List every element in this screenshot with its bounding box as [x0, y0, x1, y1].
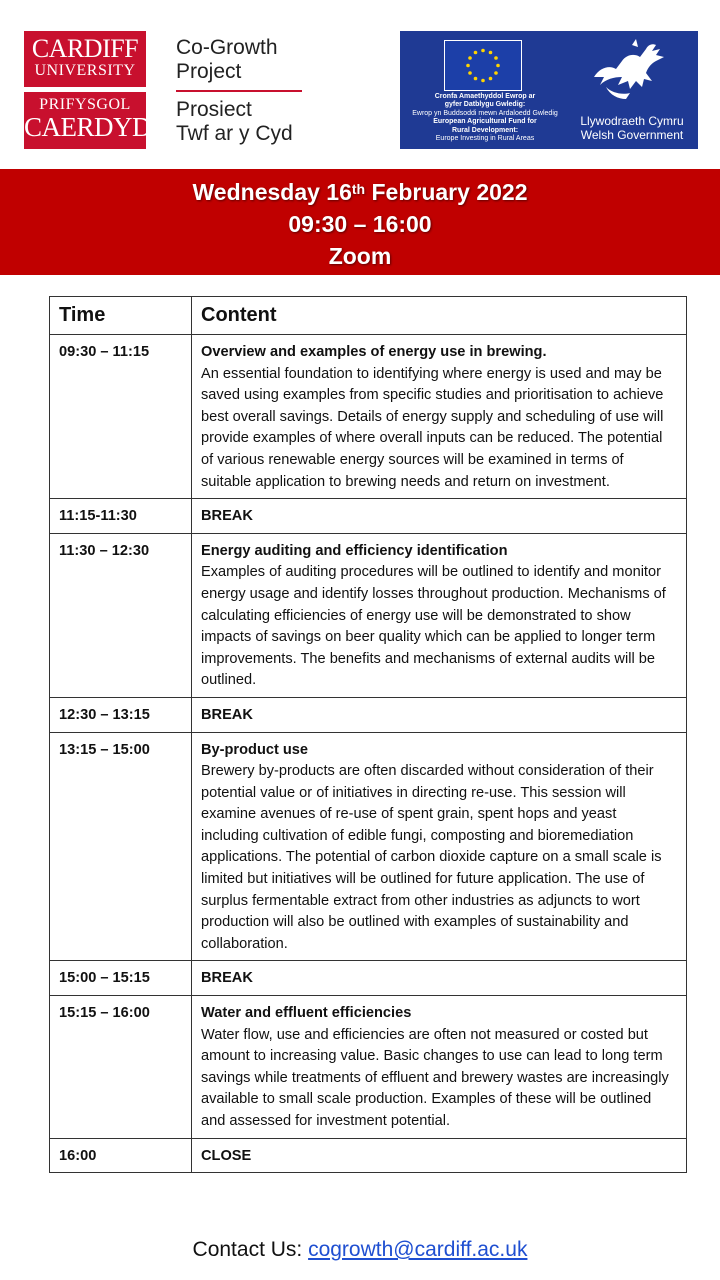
table-row — [50, 732, 687, 961]
eu-star — [494, 71, 498, 75]
welsh-gov-line2: Welsh Government — [580, 128, 684, 142]
eu-text-line1: Cronfa Amaethyddol Ewrop ar — [434, 93, 536, 100]
cardiff-logo-bottom — [24, 92, 152, 149]
eu-star — [466, 64, 470, 68]
session-content — [192, 335, 687, 499]
cardiff-logo-line4: CAERDYD — [24, 112, 152, 142]
session-description: Brewery by-products are often discarded without consideration of their potential value or of initiatives in directing re-use. This session will examine avenues of re-use of spent grain, spent hops and yeast including cultivation of edible fungi, composting and bioremediation applications. The potential of carbon dioxide capture on a small scale is limited but initiatives will be outlined for future application. The use of surplus fermentable extract from other industries as adjuncts to wort production will also be outlined with examples of sustainability and collaboration. — [201, 763, 662, 952]
session-title: Water and effluent efficiencies — [201, 1005, 412, 1022]
event-time: 09:30 – 16:00 — [288, 211, 432, 237]
session-content — [192, 1138, 687, 1173]
event-venue: Zoom — [328, 243, 392, 269]
welsh-government-text — [570, 114, 694, 142]
session-time: 11:15-11:30 — [50, 499, 192, 534]
event-date-month-year: February 2022 — [365, 179, 528, 205]
eu-star — [489, 77, 493, 81]
welsh-dragon-icon — [586, 37, 672, 103]
header-content: Content — [192, 297, 687, 335]
project-name-en-line1: Co-Growth — [176, 36, 278, 59]
session-title: By-product use — [201, 741, 309, 758]
session-content — [192, 732, 687, 961]
session-time: 09:30 – 11:15 — [50, 335, 192, 499]
session-content — [192, 533, 687, 697]
eu-star — [496, 64, 500, 68]
header-time: Time — [50, 297, 192, 335]
session-time: 13:15 – 15:00 — [50, 732, 192, 961]
table-row — [50, 499, 687, 534]
cardiff-logo-top — [24, 31, 146, 87]
table-row — [50, 335, 687, 499]
project-name-en-line2: Project — [176, 60, 242, 83]
session-title: BREAK — [201, 508, 253, 525]
eu-star — [474, 51, 478, 55]
cardiff-logo-line3: PRIFYSGOL — [39, 96, 131, 113]
eu-fund-text — [406, 93, 564, 143]
table-row — [50, 697, 687, 732]
session-title: Overview and examples of energy use in brewing. — [201, 344, 547, 360]
event-banner — [0, 169, 720, 275]
eu-star — [494, 56, 498, 60]
eu-star — [481, 49, 485, 53]
eu-text-line4: European Agricultural Fund for — [433, 118, 537, 126]
co-growth-project-logo — [176, 36, 306, 146]
schedule-table — [49, 296, 687, 1173]
eu-text-line5: Rural Development: — [451, 126, 519, 134]
cardiff-logo-line2: UNIVERSITY — [34, 62, 136, 79]
table-row — [50, 996, 687, 1139]
session-time: 11:30 – 12:30 — [50, 533, 192, 697]
session-content — [192, 697, 687, 732]
contact-line — [0, 1238, 720, 1262]
table-row — [50, 533, 687, 697]
session-description: Examples of auditing procedures will be outlined to identify and monitor energy usage and identify losses throughout production. Mechanisms of calculating efficiencies of energy use will be demonstrated to show impacts of savings on beer quality which can be applied to longer term improvements. The benefits and mechanisms of external audits will be outlined. — [201, 564, 666, 689]
event-date-suffix: th — [351, 181, 366, 197]
eu-welsh-government-logo — [400, 31, 698, 149]
table-header-row — [50, 297, 687, 335]
session-title: BREAK — [201, 706, 253, 723]
session-title: BREAK — [201, 970, 253, 987]
cardiff-university-logo — [24, 31, 152, 149]
session-content — [192, 499, 687, 534]
table-row — [50, 961, 687, 996]
session-time: 15:00 – 15:15 — [50, 961, 192, 996]
project-logo-divider — [176, 90, 302, 92]
session-time: 12:30 – 13:15 — [50, 697, 192, 732]
eu-text-line6: Europe Investing in Rural Areas — [435, 135, 535, 143]
welsh-gov-line1: Llywodraeth Cymru — [580, 114, 684, 128]
session-title: Energy auditing and efficiency identification — [201, 542, 508, 559]
eu-star — [474, 77, 478, 81]
schedule-body — [50, 335, 687, 1173]
session-title: CLOSE — [201, 1147, 252, 1164]
eu-star — [489, 51, 493, 55]
session-time: 15:15 – 16:00 — [50, 996, 192, 1139]
event-date-day: Wednesday 16 — [192, 179, 352, 205]
eu-text-line2: gyfer Datblygu Gwledig: — [444, 101, 526, 109]
eu-star — [481, 79, 485, 83]
contact-email-link[interactable]: cogrowth@cardiff.ac.uk — [308, 1238, 528, 1261]
project-name-cy-line2: Twf ar y Cyd — [176, 122, 293, 145]
session-content — [192, 961, 687, 996]
event-date — [0, 169, 720, 208]
table-row — [50, 1138, 687, 1173]
session-time: 16:00 — [50, 1138, 192, 1173]
session-content — [192, 996, 687, 1139]
cardiff-logo-line1: CARDIFF — [31, 34, 139, 63]
session-description: An essential foundation to identifying where energy is used and may be saved using examples from specific studies and prioritisation to achieve best overall savings. Details of energy supply and scheduling of use will provide examples of where overall inputs can be reduced. The potential of various renewable energy sources will be examined in terms of suitable application to brewing needs and return on investment. — [201, 365, 664, 490]
eu-star — [468, 71, 472, 75]
eu-text-line3: Ewrop yn Buddsoddi mewn Ardaloedd Gwledig — [412, 109, 558, 117]
eu-star — [468, 56, 472, 60]
session-description: Water flow, use and efficiencies are often not measured or costed but amount to increasing value. Basic changes to use can lead to long term savings while treatments of effluent and brewery wastes are increasingly available to small scale production. Examples of these will be outlined and assessed for investment potential. — [201, 1026, 669, 1129]
project-name-cy-line1: Prosiect — [176, 98, 252, 121]
eu-flag-icon — [444, 40, 522, 91]
contact-label: Contact Us: — [192, 1238, 309, 1261]
